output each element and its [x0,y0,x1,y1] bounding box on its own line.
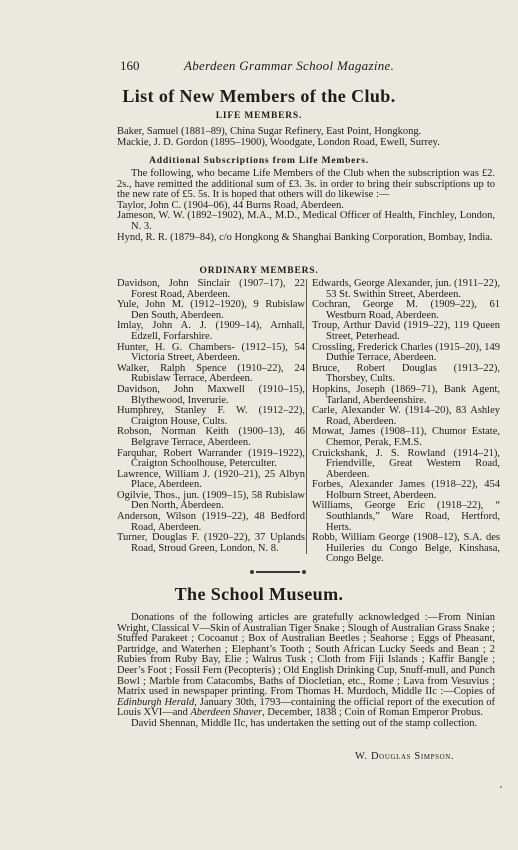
newspaper-title: Edinburgh Herald [117,696,195,708]
member-entry: Robb, William George (1908–12), S.A. des Huileries du Congo Belge, Kinshasa, Congo Belge. [312,532,500,565]
running-head [120,58,394,74]
additional-entry: Taylor, John C. (1904–06), 44 Burns Road, Aberdeen. [117,199,344,211]
member-entry: Bruce, Robert Douglas (1913–22), Thorsbey, Cults. [312,362,500,385]
additional-entry: Hynd, R. R. (1879–84), c/o Hongkong & Shanghai Banking Corporation, Bombay, India. [117,231,493,243]
life-member-entry: Baker, Samuel (1881–89), China Sugar Refinery, East Point, Hongkong. [117,126,422,137]
member-entry: Farquhar, Robert Warrander (1919–1922), Craigton Schoolhouse, Peterculter. [117,447,305,470]
life-members-list [117,127,495,148]
newspaper-title: Aberdeen Shaver [190,707,263,719]
member-entry: Davidson, John Sinclair (1907–17), 22 Forest Road, Aberdeen. [117,278,305,300]
member-entry: Imlay, John A. J. (1909–14), Arnhall, Edzell, Forfarshire. [117,320,305,342]
member-entry: Anderson, Wilson (1919–22), 48 Bedford Road, Aberdeen. [117,511,305,533]
museum-text: Donations of the following articles are gratefully acknowledged :—From Ninian Wright, Classical V—Skin of Australian Tiger Snake ; Slough of Australian Grass Snake ; Stuffed Parakeet ; Cocoanut ; Box of Australian Beetles ; Seahorse ; Eggs of Pheasant, Partridge, and Waterhen ; Elephant’s Tooth ; South African Lucky Seeds and Bean ; 2 Rubies from Ruby Bay, Elie ; Walrus Tusk ; Cloth from Fiji Islands ; Kaffir Bangle ; Deer’s Foot ; Fossil Fern (Pecopteris) ; Old English Drinking Cup, Snuff-mull, and Punch Bowl ; Marble from Catacombs, Baths of Diocletian, etc., Rome ; Lava from Vesuvius ; Matrix used in newspaper printing. From Thomas H. Murdoch, Middle IIc :—Copies of [117,612,495,698]
member-entry: Forbes, Alexander James (1918–22), 454 Holburn Street, Aberdeen. [312,479,500,501]
member-entry: Ogilvie, Thos., jun. (1909–15), 58 Rubislaw Den North, Aberdeen. [117,489,305,512]
column-divider [306,279,307,554]
museum-paragraph [117,613,495,719]
museum-paragraph: David Shennan, Middle IIc, has undertaken the setting out of the stamp collection. [131,717,478,729]
member-entry: Carle, Alexander W. (1914–20), 83 Ashley Road, Aberdeen. [312,405,500,427]
member-entry: Robson, Norman Keith (1900–13), 46 Belgrave Terrace, Aberdeen. [117,426,305,448]
museum-text: , January 30th, 1793—containing the official report of the execution of Louis XVI—and [117,696,495,719]
additional-subscriptions-heading: Additional Subscriptions from Life Members. [149,156,369,166]
member-entry: Turner, Douglas F. (1920–22), 37 Uplands Road, Stroud Green, London, N. 8. [117,532,305,554]
member-entry: Humphrey, Stanley F. W. (1912–22), Craigton House, Cults. [117,405,305,427]
ordinary-members-heading: ORDINARY MEMBERS. [199,266,319,276]
museum-body [117,613,495,730]
member-entry: Hopkins, Joseph (1869–71), Bank Agent, Tarland, Aberdeenshire. [312,383,500,406]
member-entry: Cruickshank, J. S. Rowland (1914–21), Friendville, Great Western Road, Aberdeen. [312,447,500,480]
members-list-title: List of New Members of the Club. [122,86,396,106]
signature-name: W. Douglas Simpson. [355,751,455,762]
member-entry: Yule, John M. (1912–1920), 9 Rubislaw Den South, Aberdeen. [117,299,305,321]
journal-title: Aberdeen Grammar School Magazine. [184,58,395,73]
life-member-entry: Mackie, J. D. Gordon (1895–1900), Woodgate, London Road, Ewell, Surrey. [117,136,440,148]
member-entry: Hunter, H. G. Chambers- (1912–15), 54 Victoria Street, Aberdeen. [117,341,305,364]
museum-text: , December, 1838 ; Coin of Roman Emperor Probus. [262,707,484,719]
life-members-heading: LIFE MEMBERS. [215,111,303,121]
member-entry: Mowat, James (1908–11), Chumor Estate, Chemor, Perak, F.M.S. [312,426,500,448]
paper-speck [500,786,502,788]
member-entry: Cochran, George M. (1909–22), 61 Westburn Road, Aberdeen. [312,299,500,321]
member-entry: Williams, George Eric (1918–22), “ Southlands,” Ware Road, Hertford, Herts. [312,500,500,533]
additional-entry: Jameson, W. W. (1892–1902), M.A., M.D., Medical Officer of Health, Finchley, London, N. 3. [117,210,495,232]
member-entry: Crossling, Frederick Charles (1915–20), 149 Duthie Terrace, Aberdeen. [312,341,500,364]
museum-title: The School Museum. [174,584,344,604]
ordinary-members-left-column [117,279,305,554]
member-entry: Lawrence, William J. (1920–21), 25 Albyn Place, Aberdeen. [117,468,305,491]
member-entry: Troup, Arthur David (1919–22), 119 Queen Street, Peterhead. [312,320,500,342]
ordinary-members-right-column [312,279,500,565]
member-entry: Walker, Ralph Spence (1910–22), 24 Rubislaw Terrace, Aberdeen. [117,362,305,385]
member-entry: Davidson, John Maxwell (1910–15), Blythewood, Inverurie. [117,383,305,406]
member-entry: Edwards, George Alexander, jun. (1911–22), 53 St. Swithin Street, Aberdeen. [312,278,500,300]
section-ornament-rule [256,571,300,573]
page-number: 160 [120,58,140,73]
additional-subscriptions [117,169,495,243]
signature [355,751,454,762]
additional-intro: The following, who became Life Members of the Club when the subscription was £2. 2s., have remitted the additional sum of £3. 3s. in order to bring their subscriptions up to the new rate of £5. 5s. It is hoped that others will do likewise :— [117,168,495,201]
